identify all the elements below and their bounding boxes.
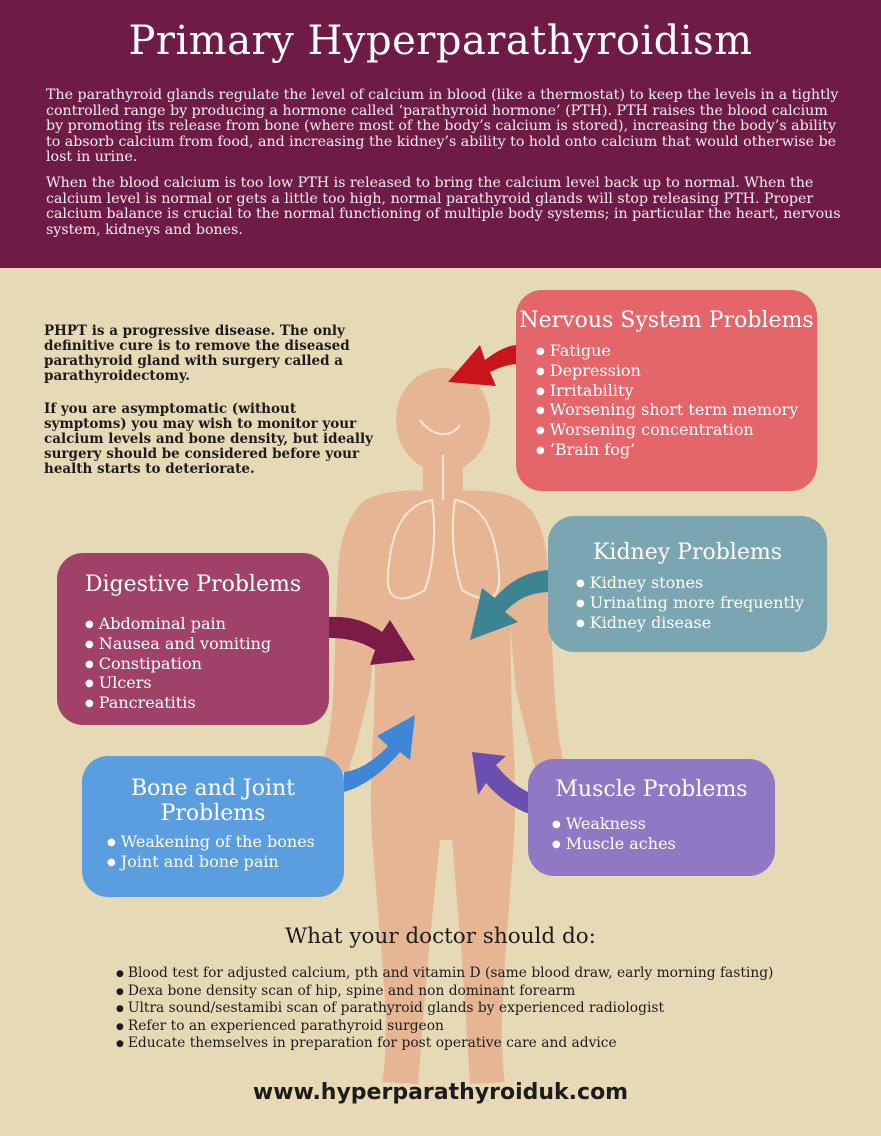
doctor-section-title: What your doctor should do: (285, 924, 596, 949)
list-item: ● Weakening of the bones (107, 834, 344, 854)
muscle-problems-box (528, 759, 775, 876)
muscle-problems-title: Muscle Problems (555, 777, 748, 802)
bone-joint-problems-title (82, 776, 344, 826)
list-item: ● Kidney disease (576, 615, 827, 635)
list-item: ● Pancreatitis (85, 695, 329, 715)
nervous-system-title: Nervous System Problems (519, 308, 814, 333)
list-item: ● Blood test for adjusted calcium, pth and vitamin D (same blood draw, early morning fasting) (116, 966, 773, 984)
list-item: ● Refer to an experienced parathyroid surgeon (116, 1019, 773, 1037)
list-item: ● Ultra sound/sestamibi scan of parathyroid glands by experienced radiologist (116, 1001, 773, 1019)
bone-title-line-2: Problems (160, 801, 266, 826)
page-title: Primary Hyperparathyroidism (128, 18, 753, 64)
bone-title-line-1: Bone and Joint (130, 776, 296, 801)
intro-paragraph-1: The parathyroid glands regulate the level of calcium in blood (like a thermostat) to keep the levels in a tightly controlled range by producing a hormone called ‘parathyroid hormone’ (PTH). PTH raises the blood calcium by promoting its release from bone (where most of the body’s calcium is stored), increasing the body’s ability to absorb calcium from food, and increasing the kidney’s ability to hold onto calcium that would otherwise be lost in urine. (46, 87, 839, 165)
list-item: ● ‘Brain fog’ (536, 442, 817, 462)
website-url: www.hyperparathyroiduk.com (252, 1080, 629, 1105)
kidney-problems-list (576, 575, 827, 634)
asymptomatic-text: If you are asymptomatic (without symptoms) you may wish to monitor your calcium levels and bone density, but ideally surgery should be considered before your health starts to deteriorate. (44, 401, 374, 477)
nervous-system-box (516, 290, 817, 491)
intro-paragraph-2: When the blood calcium is too low PTH is released to bring the calcium level back up to normal. When the calcium level is normal or gets a little too high, normal parathyroid glands will stop releasing PTH. Proper calcium balance is crucial to the normal functioning of multiple body systems; in particular the heart, nervous system, kidneys and bones. (46, 175, 841, 238)
list-item: ● Muscle aches (552, 836, 775, 856)
kidney-problems-box (548, 516, 827, 652)
kidney-problems-title: Kidney Problems (592, 540, 783, 565)
doctor-actions-list (116, 966, 773, 1054)
list-item: ● Kidney stones (576, 575, 827, 595)
progressive-disease-text: PHPT is a progressive disease. The only definitive cure is to remove the diseased parathyroid gland with surgery called a parathyroidectomy. (44, 323, 350, 384)
list-item: ● Urinating more frequently (576, 595, 827, 615)
list-item: ● Irritability (536, 383, 817, 403)
bone-joint-problems-box (82, 756, 344, 897)
nervous-system-list (536, 343, 817, 462)
list-item: ● Fatigue (536, 343, 817, 363)
bone-joint-problems-list (107, 834, 344, 874)
list-item: ● Worsening short term memory (536, 402, 817, 422)
list-item: ● Abdominal pain (85, 616, 329, 636)
digestive-problems-title: Digestive Problems (84, 572, 302, 597)
list-item: ● Weakness (552, 816, 775, 836)
list-item: ● Ulcers (85, 675, 329, 695)
header-banner (0, 0, 881, 268)
list-item: ● Joint and bone pain (107, 854, 344, 874)
digestive-problems-box (57, 553, 329, 725)
list-item: ● Dexa bone density scan of hip, spine and non dominant forearm (116, 984, 773, 1002)
list-item: ● Worsening concentration (536, 422, 817, 442)
digestive-problems-list (85, 616, 329, 715)
list-item: ● Nausea and vomiting (85, 636, 329, 656)
muscle-problems-list (552, 816, 775, 856)
list-item: ● Educate themselves in preparation for post operative care and advice (116, 1036, 773, 1054)
list-item: ● Constipation (85, 656, 329, 676)
list-item: ● Depression (536, 363, 817, 383)
